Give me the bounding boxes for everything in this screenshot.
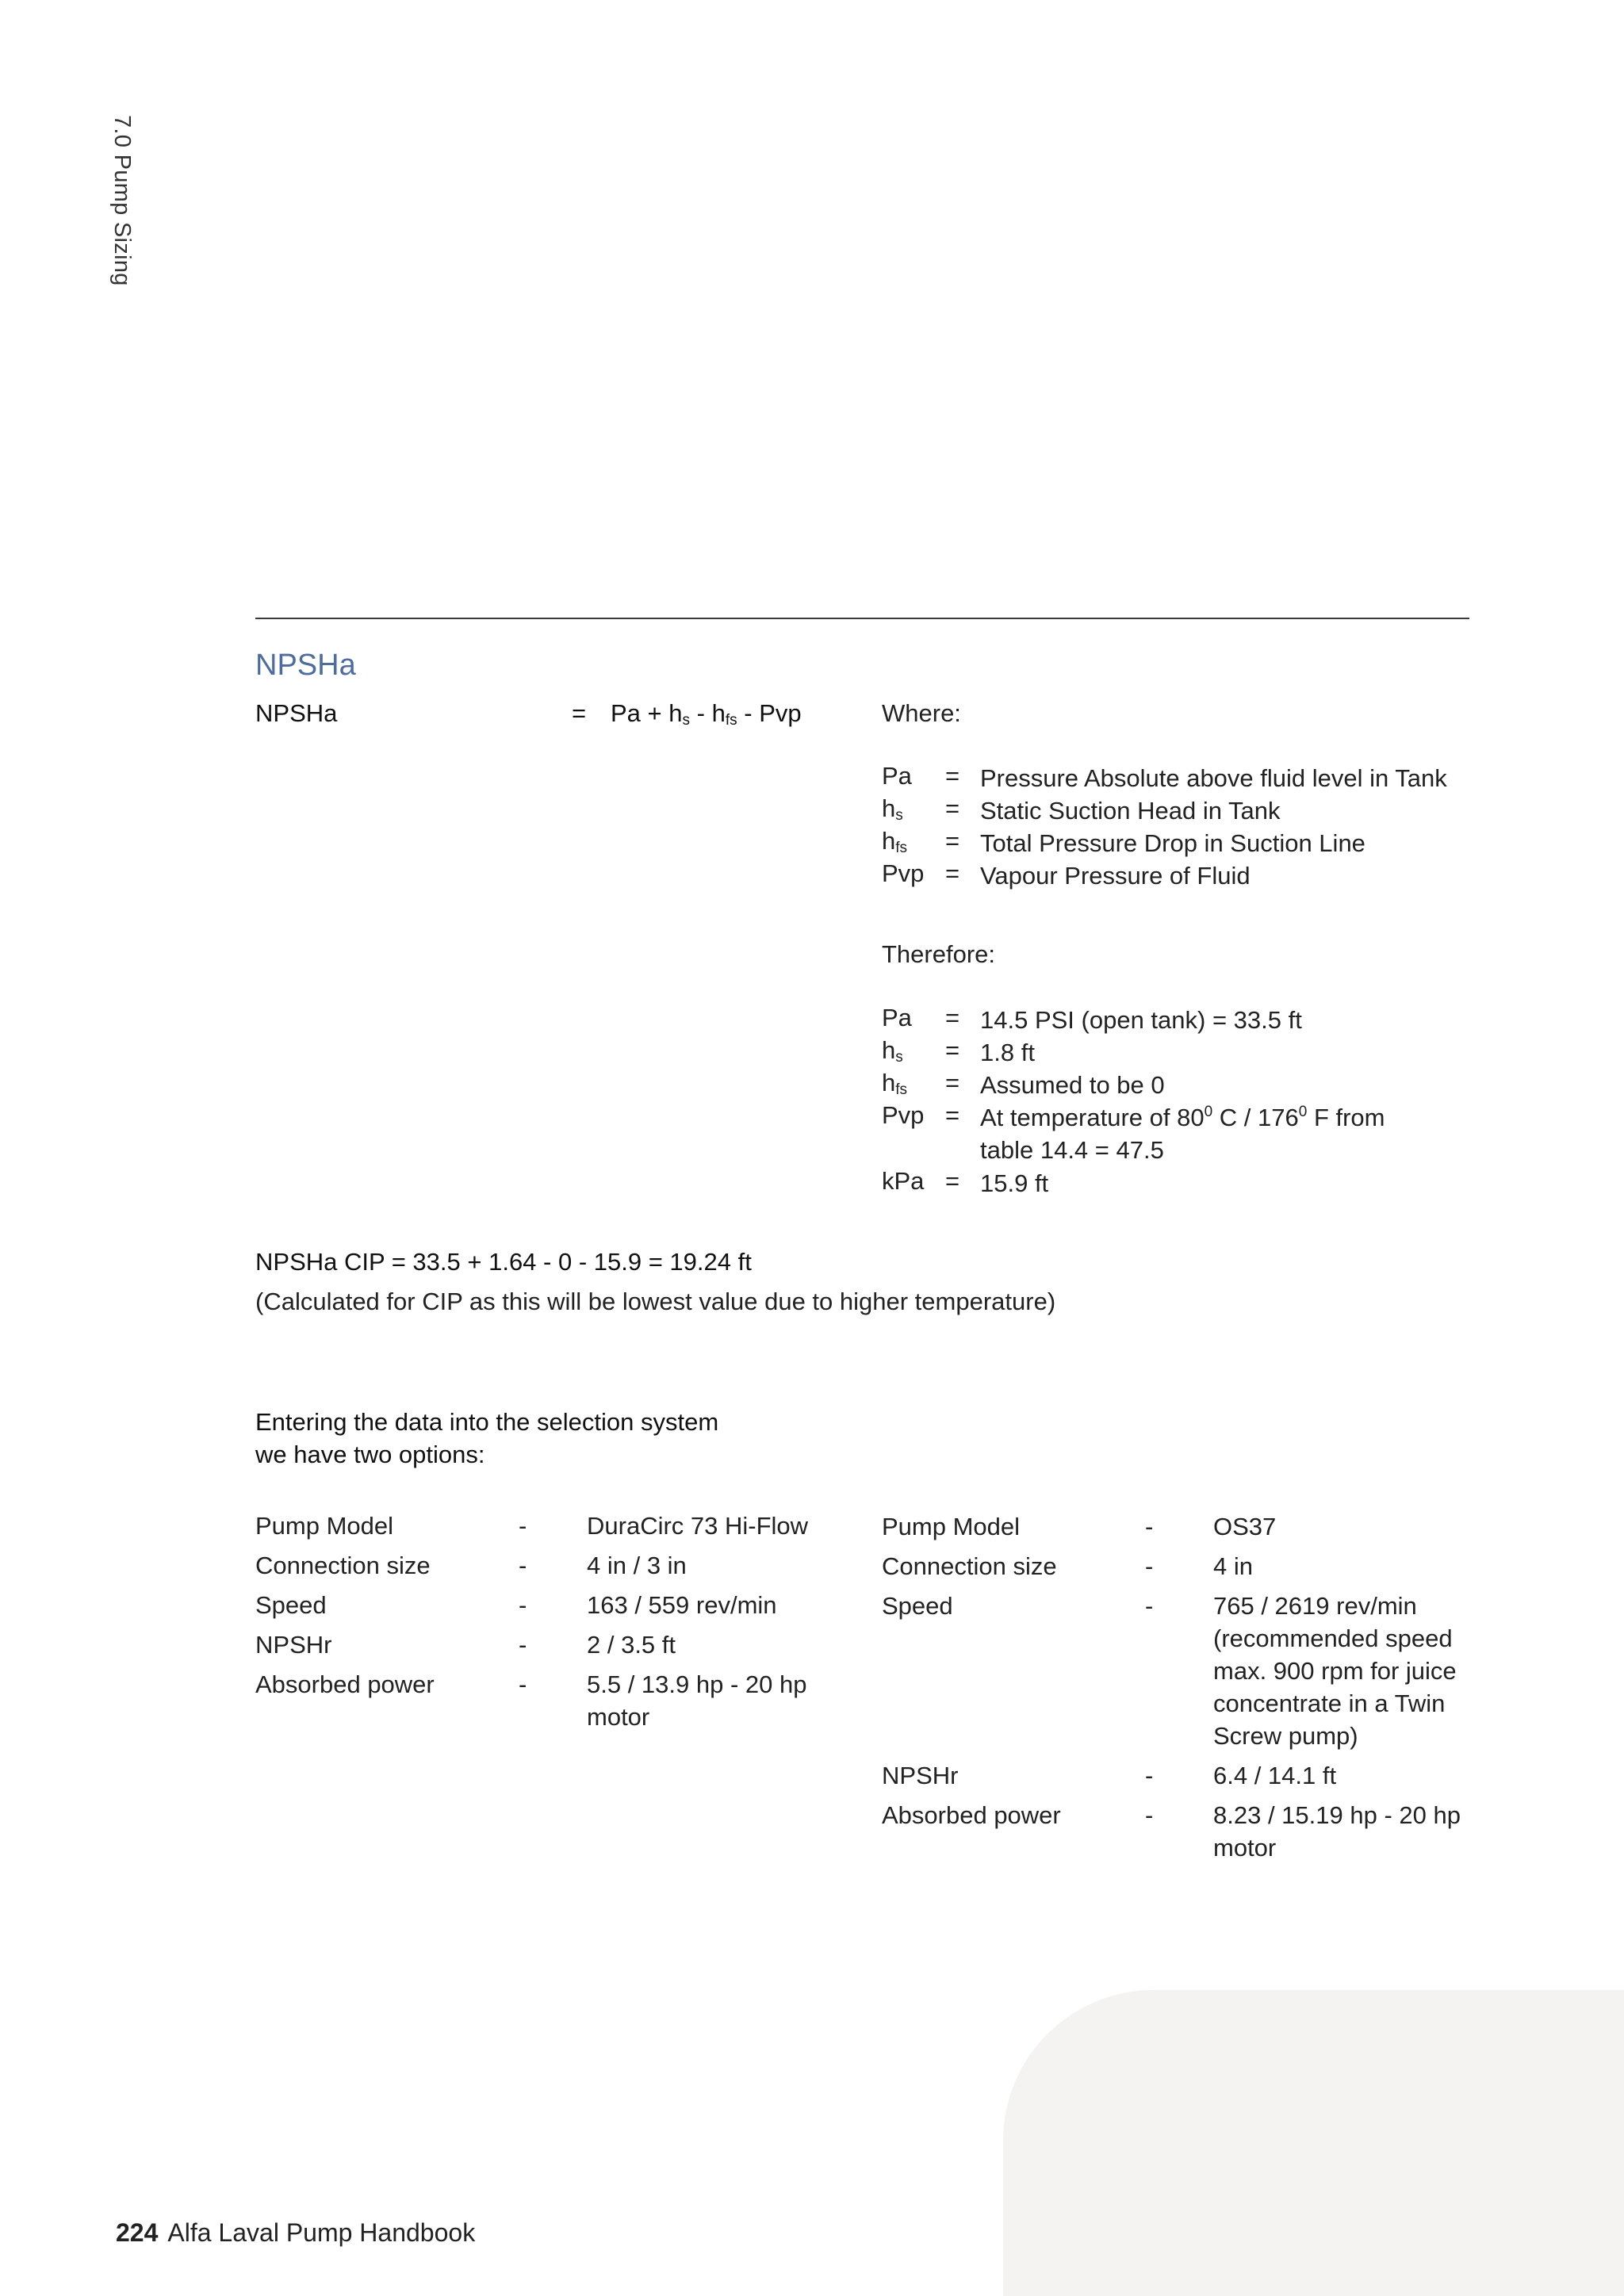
npsha-result: NPSHa CIP = 33.5 + 1.64 - 0 - 15.9 = 19.24 ft [255, 1248, 752, 1276]
spec-row [255, 1549, 826, 1582]
spec-row [255, 1589, 826, 1621]
value-equals: = [945, 1036, 960, 1064]
spec-dash: - [519, 1591, 527, 1619]
pvp-text: F from [1307, 1104, 1385, 1131]
section-divider [255, 618, 1469, 619]
spec-label: Speed [255, 1591, 327, 1619]
spec-value-line: max. 900 rpm for juice [1213, 1657, 1457, 1685]
value-desc: 14.5 PSI (open tank) = 33.5 ft [980, 1006, 1302, 1034]
option-2-spec-list [882, 1510, 1469, 1875]
spec-value [1213, 1799, 1461, 1864]
degree-sup: 0 [1204, 1104, 1213, 1120]
definition-desc: Vapour Pressure of Fluid [980, 862, 1251, 890]
spec-dash: - [1145, 1552, 1154, 1580]
definition-equals: = [945, 827, 960, 855]
therefore-label: Therefore: [882, 940, 996, 968]
formula-h2: h [711, 699, 726, 727]
value-symbol: kPa [882, 1167, 925, 1195]
spec-label: Connection size [255, 1552, 431, 1579]
value-equals: = [945, 1167, 960, 1195]
value-desc [980, 1101, 1385, 1166]
spec-row [882, 1799, 1469, 1864]
definition-symbol: Pvp [882, 859, 925, 887]
spec-dash: - [519, 1670, 527, 1698]
value-subscript: s [895, 1049, 903, 1066]
spec-label: Pump Model [882, 1513, 1021, 1540]
value-equals: = [945, 1004, 960, 1031]
spec-row [255, 1668, 826, 1733]
option-1-spec-list [255, 1510, 826, 1747]
spec-row [882, 1759, 1469, 1792]
value-subscript: fs [895, 1081, 908, 1098]
spec-value-line: Screw pump) [1213, 1722, 1358, 1750]
spec-value: 4 in / 3 in [587, 1552, 687, 1579]
definition-subscript: s [895, 807, 903, 824]
footer-title: Alfa Laval Pump Handbook [167, 2218, 476, 2247]
formula-minus: - [696, 699, 705, 727]
spec-value-line: concentrate in a Twin [1213, 1689, 1446, 1717]
definition-symbol: h [882, 827, 896, 855]
definition-equals: = [945, 859, 960, 887]
value-desc: 1.8 ft [980, 1039, 1035, 1066]
spec-label: Absorbed power [255, 1670, 435, 1698]
spec-row [882, 1590, 1469, 1752]
definition-desc: Static Suction Head in Tank [980, 797, 1281, 825]
value-desc: Assumed to be 0 [980, 1071, 1165, 1099]
spec-dash: - [519, 1631, 527, 1659]
spec-value-line: (recommended speed [1213, 1624, 1453, 1652]
value-equals: = [945, 1101, 960, 1129]
spec-label: Absorbed power [882, 1801, 1061, 1829]
page-number: 224 [116, 2218, 159, 2247]
pvp-text: At temperature of 80 [980, 1104, 1205, 1131]
options-intro-line2: we have two options: [255, 1441, 485, 1468]
spec-dash: - [1145, 1762, 1154, 1789]
degree-sup: 0 [1298, 1104, 1308, 1120]
spec-row [255, 1510, 826, 1542]
formula-pvp: Pvp [759, 699, 802, 727]
formula-sub-s: s [682, 712, 691, 729]
definition-subscript: fs [895, 840, 908, 856]
spec-dash: - [519, 1512, 527, 1540]
spec-value [1213, 1590, 1457, 1752]
formula-sub-fs: fs [725, 712, 737, 729]
definition-symbol: h [882, 794, 896, 822]
spec-value-line: 5.5 / 13.9 hp - 20 hp [587, 1670, 807, 1698]
formula-h: h [668, 699, 683, 727]
spec-label: Connection size [882, 1552, 1057, 1580]
options-intro-line1: Entering the data into the selection system [255, 1408, 719, 1436]
spec-value: 4 in [1213, 1552, 1253, 1580]
value-symbol: h [882, 1036, 896, 1064]
spec-value-line: motor [1213, 1834, 1277, 1862]
spec-label: Speed [882, 1592, 953, 1620]
value-equals: = [945, 1069, 960, 1096]
value-symbol: Pvp [882, 1101, 925, 1129]
spec-value [587, 1668, 807, 1733]
value-desc: 15.9 ft [980, 1169, 1049, 1197]
definition-desc: Total Pressure Drop in Suction Line [980, 829, 1365, 857]
page-footer [116, 2218, 475, 2248]
spec-row [882, 1510, 1469, 1543]
spec-value-line: motor [587, 1703, 650, 1731]
pvp-text: C / 176 [1212, 1104, 1299, 1131]
spec-dash: - [1145, 1801, 1154, 1829]
spec-value: DuraCirc 73 Hi-Flow [587, 1512, 809, 1540]
formula-pa: Pa [611, 699, 641, 727]
value-symbol: h [882, 1069, 896, 1096]
definition-equals: = [945, 794, 960, 822]
spec-row [882, 1550, 1469, 1582]
section-title: NPSHa [255, 649, 356, 682]
spec-value: OS37 [1213, 1513, 1277, 1540]
spec-dash: - [1145, 1513, 1154, 1540]
pvp-text-line2: table 14.4 = 47.5 [980, 1136, 1164, 1164]
spec-value: 6.4 / 14.1 ft [1213, 1762, 1337, 1789]
footer-decorative-panel [1003, 1990, 1624, 2296]
definition-desc: Pressure Absolute above fluid level in Tank [980, 764, 1447, 792]
value-symbol: Pa [882, 1004, 912, 1031]
spec-value-line: 765 / 2619 rev/min [1213, 1592, 1417, 1620]
spec-label: Pump Model [255, 1512, 394, 1540]
spec-label: NPSHr [882, 1762, 959, 1789]
spec-row [255, 1628, 826, 1661]
where-label: Where: [882, 699, 961, 727]
formula-rhs [611, 697, 802, 729]
formula-plus: + [647, 699, 662, 727]
spec-value: 163 / 559 rev/min [587, 1591, 777, 1619]
spec-value-line: 8.23 / 15.19 hp - 20 hp [1213, 1801, 1461, 1829]
spec-label: NPSHr [255, 1631, 332, 1659]
formula-lhs: NPSHa [255, 699, 338, 727]
npsha-result-note: (Calculated for CIP as this will be lowest value due to higher temperature) [255, 1288, 1056, 1315]
spec-dash: - [519, 1552, 527, 1579]
spec-dash: - [1145, 1592, 1154, 1620]
definition-equals: = [945, 762, 960, 790]
formula-equals: = [572, 699, 587, 727]
formula-minus: - [744, 699, 753, 727]
side-tab-label: 7.0 Pump Sizing [109, 115, 135, 286]
definition-symbol: Pa [882, 762, 912, 790]
spec-value: 2 / 3.5 ft [587, 1631, 676, 1659]
